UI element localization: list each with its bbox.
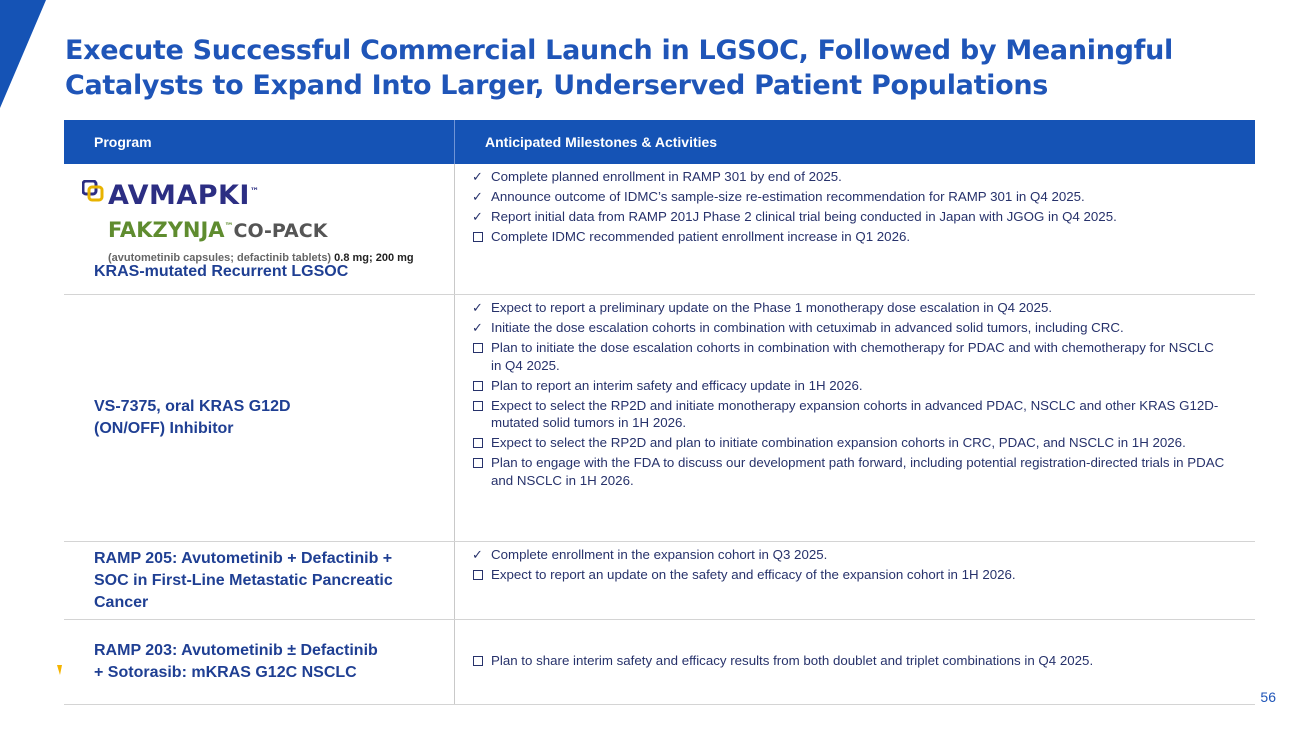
logo-subtitle: (avutometinib capsules; defactinib tablets): [108, 252, 332, 264]
milestone-item: [472, 319, 1225, 337]
milestones-table: [64, 120, 1255, 705]
table-row: [64, 620, 1255, 705]
milestone-text: Plan to report an interim safety and efficacy update in 1H 2026.: [491, 377, 863, 393]
checkbox-square-icon: [473, 401, 483, 411]
page-title: Execute Successful Commercial Launch in LGSOC, Followed by Meaningful Catalysts to Expand Into Larger, Underserved Patient Populations: [65, 35, 1173, 101]
milestone-text: Announce outcome of IDMC’s sample-size re-estimation recommendation for RAMP 301 in Q4 2025.: [491, 189, 1085, 204]
table-header: [64, 120, 1255, 164]
milestone-item: [472, 397, 1225, 432]
program-name: RAMP 203: Avutometinib ± Defactinib + Sotorasib: mKRAS G12C NSCLC: [94, 642, 378, 681]
avmapki-fakzynja-logo: [94, 164, 454, 264]
milestone-text: Plan to share interim safety and efficacy results from both doublet and triplet combinations in Q4 2025.: [491, 653, 1094, 668]
program-cell: [64, 164, 455, 294]
checkbox-square-icon: [473, 570, 483, 580]
milestones-cell: [455, 620, 1255, 704]
milestone-text: Plan to initiate the dose escalation cohorts in combination with chemotherapy for PDAC and with chemotherapy for NSCLC in Q4 2025.: [491, 340, 1214, 373]
checkbox-square-icon: [473, 458, 483, 468]
milestone-text: Expect to report an update on the safety and efficacy of the expansion cohort in 1H 2026.: [491, 567, 1016, 582]
logo-line2: FAKZYNJA: [108, 218, 225, 242]
checkmark-icon: ✓: [472, 320, 483, 335]
logo-tm-2: ™: [224, 222, 234, 232]
checkbox-square-icon: [473, 232, 483, 242]
logo-copack: CO-PACK: [233, 220, 328, 242]
milestones-cell: [455, 542, 1255, 619]
program-name: RAMP 205: Avutometinib + Defactinib + SOC in First-Line Metastatic Pancreatic Cancer: [94, 549, 393, 611]
logo-mark-icon: [82, 180, 104, 202]
milestone-item: [472, 188, 1225, 206]
program-name: KRAS-mutated Recurrent LGSOC: [94, 263, 349, 280]
header-program: Program: [64, 120, 455, 164]
checkmark-icon: ✓: [472, 209, 483, 224]
logo-dose: 0.8 mg; 200 mg: [334, 252, 414, 264]
table-row: [64, 542, 1255, 620]
milestone-item: [472, 228, 1225, 246]
checkmark-icon: ✓: [472, 547, 483, 562]
milestone-item: [472, 377, 1225, 395]
milestones-cell: [455, 295, 1255, 541]
page-number: 56: [1260, 689, 1276, 705]
decorative-mark: [57, 665, 62, 675]
milestone-text: Expect to report a preliminary update on the Phase 1 monotherapy dose escalation in Q4 2025.: [491, 300, 1053, 315]
milestone-text: Expect to select the RP2D and initiate monotherapy expansion cohorts in advanced PDAC, NSCLC and other KRAS G12D-mutated solid tumors in 1H 2026.: [491, 397, 1219, 430]
milestone-item: [472, 434, 1225, 452]
program-cell: [64, 295, 455, 541]
checkmark-icon: ✓: [472, 169, 483, 184]
header-milestones: Anticipated Milestones & Activities: [485, 134, 718, 150]
program-cell: [64, 620, 455, 704]
program-cell: [64, 542, 455, 619]
milestone-item: [472, 454, 1225, 489]
logo-line1: AVMAPKI: [108, 180, 250, 211]
milestone-text: Report initial data from RAMP 201J Phase 2 clinical trial being conducted in Japan with JGOG in Q4 2025.: [491, 209, 1117, 224]
checkbox-square-icon: [473, 438, 483, 448]
milestone-text: Complete IDMC recommended patient enrollment increase in Q1 2026.: [491, 229, 911, 244]
milestone-item: [472, 168, 1225, 186]
milestone-text: Initiate the dose escalation cohorts in combination with cetuximab in advanced solid tumors, including CRC.: [491, 320, 1124, 335]
checkmark-icon: ✓: [472, 189, 483, 204]
milestone-text: Expect to select the RP2D and plan to initiate combination expansion cohorts in CRC, PDAC, and NSCLC in 1H 2026.: [491, 435, 1186, 450]
milestone-text: Complete enrollment in the expansion cohort in Q3 2025.: [491, 547, 828, 562]
milestone-item: [472, 546, 1225, 564]
milestone-item: [472, 299, 1225, 317]
milestone-text: Plan to engage with the FDA to discuss our development path forward, including potential registration-directed trials in PDAC and NSCLC in 1H 2026.: [491, 455, 1225, 488]
table-row: [64, 295, 1255, 542]
checkmark-icon: ✓: [472, 300, 483, 315]
milestone-text: Complete planned enrollment in RAMP 301 by end of 2025.: [491, 169, 842, 184]
checkbox-square-icon: [473, 381, 483, 391]
corner-accent-shape: [0, 0, 60, 110]
checkbox-square-icon: [473, 343, 483, 353]
table-row: [64, 164, 1255, 295]
checkbox-square-icon: [473, 656, 483, 666]
milestone-item: [472, 208, 1225, 226]
milestone-item: [472, 566, 1225, 584]
milestones-cell: [455, 164, 1255, 294]
program-name: VS-7375, oral KRAS G12D (ON/OFF) Inhibitor: [94, 398, 291, 437]
milestone-item: [472, 339, 1225, 374]
logo-tm-1: ™: [249, 187, 260, 197]
milestone-item: [472, 652, 1093, 670]
